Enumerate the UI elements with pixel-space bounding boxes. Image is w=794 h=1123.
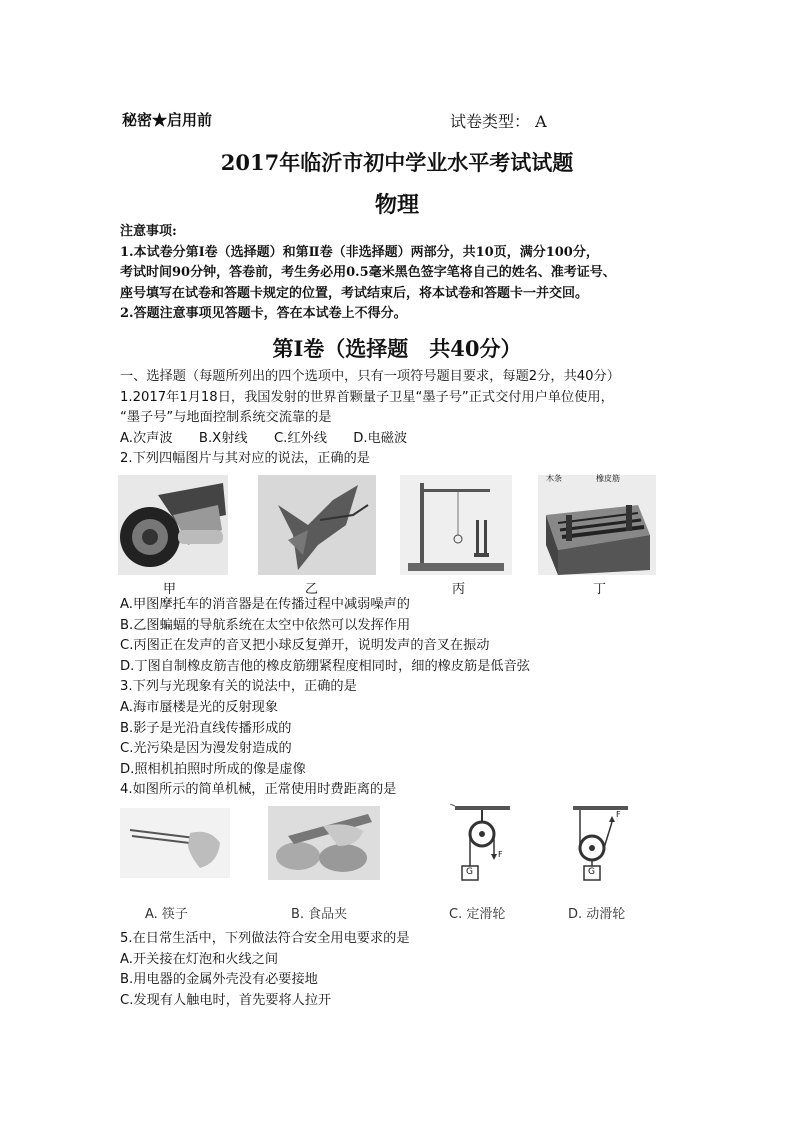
instruction: 一、选择题（每题所列出的四个选项中，只有一项符号题目要求，每题2分，共40分） (120, 369, 620, 384)
q3-option-c: C.光污染是因为漫发射造成的 (120, 741, 292, 757)
q1-options: A.次声波 B.X射线 C.红外线 D.电磁波 (120, 430, 408, 446)
q5-option-a: A.开关接在灯泡和火线之间 (120, 951, 279, 967)
exam-title: 2017年临沂市初中学业水平考试试题 (220, 150, 574, 175)
figure-label-ding: 丁 (593, 582, 607, 597)
notes-line: 考试时间90分钟，答卷前，考生务必用0.5毫米黑色签字笔将自己的姓名、准考证号、 (120, 265, 616, 280)
wood-strip-annotation: 木条 (546, 474, 562, 483)
q5-option-c: C.发现有人触电时，首先要将人拉开 (120, 992, 332, 1008)
paper-type: 试卷类型： A (450, 112, 547, 131)
q2-option-c: C.丙图正在发声的音叉把小球反复弹开，说明发声的音叉在振动 (120, 638, 490, 654)
figure-bat (258, 475, 376, 579)
figure-motorcycle (118, 475, 228, 579)
notes-block (120, 222, 616, 325)
confidential-label: 秘密★启用前 (122, 111, 213, 129)
section-title: 第Ⅰ卷（选择题 共40分） (272, 336, 522, 361)
q2-option-d: D.丁图自制橡皮筋吉他的橡皮筋绷紧程度相同时，细的橡皮筋是低音弦 (120, 658, 530, 674)
q3-option-d: D.照相机拍照时所成的像是虚像 (120, 761, 306, 777)
force-label: F (498, 850, 503, 859)
q5-stem: 5.在日常生活中，下列做法符合安全用电要求的是 (120, 931, 410, 946)
figure-label-jia: 甲 (163, 582, 177, 597)
weight-label: G (588, 867, 595, 877)
q2-stem: 2.下列四幅图片与其对应的说法，正确的是 (120, 451, 370, 467)
q1-stem: 1.2017年1月18日，我国发射的世界首颗量子卫星“墨子号”正式交付用户单位使用， (120, 389, 614, 405)
notes-line: 1.本试卷分第Ⅰ卷（选择题）和第Ⅱ卷（非选择题）两部分，共10页，满分100分， (120, 244, 599, 260)
notes-line: 座号填写在试卷和答题卡规定的位置，考试结束后，将本试卷和答题卡一并交回。 (120, 285, 589, 301)
q2-option-a: A.甲图摩托车的消音器是在传播过程中减弱噪声的 (120, 597, 410, 612)
q3-option-b: B.影子是光沿直线传播形成的 (120, 720, 292, 736)
figure-rubber-guitar (538, 475, 656, 579)
notes-heading: 注意事项: (120, 224, 177, 239)
subject-title: 物理 (374, 192, 419, 218)
figure-tuning-fork (400, 475, 512, 579)
q2-option-b: B.乙图蝙蝠的导航系统在太空中依然可以发挥作用 (120, 617, 411, 633)
figure-label-bing: 丙 (452, 582, 466, 597)
figure-food-tongs (268, 806, 380, 880)
rubber-band-annotation: 橡皮筋 (596, 474, 620, 483)
figure-fixed-pulley (450, 804, 530, 886)
figure-chopsticks (120, 808, 230, 878)
tool-label-a: A. 筷子 (145, 907, 188, 922)
question-block-1 (120, 367, 620, 470)
figure-movable-pulley (568, 804, 648, 886)
weight-label: G (466, 867, 473, 877)
q3-stem: 3.下列与光现象有关的说法中，正确的是 (120, 679, 357, 695)
notes-line: 2.答题注意事项见答题卡，答在本试卷上不得分。 (120, 306, 407, 321)
q4-stem: 4.如图所示的简单机械，正常使用时费距离的是 (120, 782, 397, 798)
tool-label-d: D. 动滑轮 (568, 907, 626, 922)
figure-label-yi: 乙 (305, 582, 319, 597)
tool-label-b: B. 食品夹 (291, 907, 348, 922)
q5-option-b: B.用电器的金属外壳没有必要接地 (120, 972, 318, 988)
q1-stem: “墨子号”与地面控制系统交流靠的是 (120, 410, 332, 426)
tool-label-c: C. 定滑轮 (449, 907, 506, 922)
force-label: F (616, 810, 621, 819)
q3-option-a: A.海市蜃楼是光的反射现象 (120, 699, 279, 715)
question-block-3 (120, 929, 410, 1011)
question-block-2 (120, 595, 530, 801)
